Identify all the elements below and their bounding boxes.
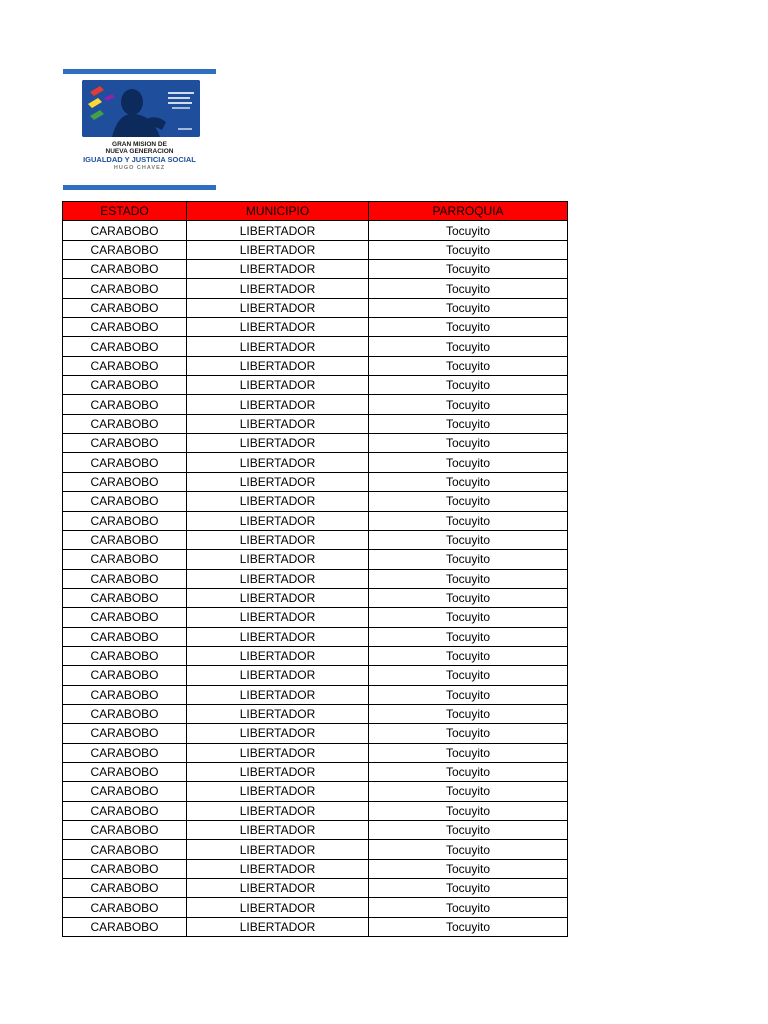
logo-top-bar [63,69,216,74]
header-estado: ESTADO [63,202,187,221]
cell-municipio: LIBERTADOR [187,840,369,859]
cell-parroquia: Tocuyito [369,608,568,627]
cell-estado: CARABOBO [63,240,187,259]
cell-parroquia: Tocuyito [369,879,568,898]
cell-municipio: LIBERTADOR [187,724,369,743]
cell-estado: CARABOBO [63,492,187,511]
cell-estado: CARABOBO [63,666,187,685]
cell-parroquia: Tocuyito [369,376,568,395]
header-municipio: MUNICIPIO [187,202,369,221]
table-row [63,337,568,356]
header-parroquia: PARROQUIA [369,202,568,221]
cell-estado: CARABOBO [63,414,187,433]
cell-estado: CARABOBO [63,550,187,569]
table-row [63,646,568,665]
cell-municipio: LIBERTADOR [187,879,369,898]
cell-municipio: LIBERTADOR [187,550,369,569]
cell-estado: CARABOBO [63,530,187,549]
table-row [63,550,568,569]
cell-parroquia: Tocuyito [369,724,568,743]
cell-municipio: LIBERTADOR [187,782,369,801]
cell-estado: CARABOBO [63,221,187,240]
cell-estado: CARABOBO [63,298,187,317]
cell-parroquia: Tocuyito [369,318,568,337]
cell-estado: CARABOBO [63,337,187,356]
cell-municipio: LIBERTADOR [187,898,369,917]
cell-parroquia: Tocuyito [369,646,568,665]
cell-municipio: LIBERTADOR [187,240,369,259]
table-row [63,279,568,298]
cell-estado: CARABOBO [63,840,187,859]
cell-estado: CARABOBO [63,356,187,375]
cell-municipio: LIBERTADOR [187,356,369,375]
cell-parroquia: Tocuyito [369,337,568,356]
cell-parroquia: Tocuyito [369,801,568,820]
cell-parroquia: Tocuyito [369,511,568,530]
table-row [63,782,568,801]
cell-municipio: LIBERTADOR [187,762,369,781]
cell-municipio: LIBERTADOR [187,260,369,279]
cell-municipio: LIBERTADOR [187,608,369,627]
cell-parroquia: Tocuyito [369,550,568,569]
cell-parroquia: Tocuyito [369,530,568,549]
table-row [63,588,568,607]
table-row [63,414,568,433]
logo-title-line-1: GRAN MISION DE [112,141,167,148]
cell-municipio: LIBERTADOR [187,627,369,646]
table-row [63,221,568,240]
cell-parroquia: Tocuyito [369,917,568,936]
cell-parroquia: Tocuyito [369,704,568,723]
cell-municipio: LIBERTADOR [187,453,369,472]
cell-estado: CARABOBO [63,898,187,917]
table-row [63,685,568,704]
cell-parroquia: Tocuyito [369,762,568,781]
cell-estado: CARABOBO [63,879,187,898]
table-row [63,917,568,936]
cell-estado: CARABOBO [63,434,187,453]
table-row [63,801,568,820]
table-header-row [63,202,568,221]
cell-municipio: LIBERTADOR [187,917,369,936]
table-row [63,492,568,511]
cell-municipio: LIBERTADOR [187,704,369,723]
table-row [63,704,568,723]
logo-banner-image [82,80,200,137]
cell-estado: CARABOBO [63,511,187,530]
cell-municipio: LIBERTADOR [187,588,369,607]
cell-estado: CARABOBO [63,782,187,801]
cell-parroquia: Tocuyito [369,453,568,472]
cell-municipio: LIBERTADOR [187,511,369,530]
cell-parroquia: Tocuyito [369,588,568,607]
cell-municipio: LIBERTADOR [187,395,369,414]
table-row [63,898,568,917]
cell-estado: CARABOBO [63,859,187,878]
cell-parroquia: Tocuyito [369,898,568,917]
table-row [63,840,568,859]
table-body [63,221,568,937]
cell-estado: CARABOBO [63,279,187,298]
table-row [63,879,568,898]
cell-estado: CARABOBO [63,685,187,704]
cell-parroquia: Tocuyito [369,782,568,801]
cell-parroquia: Tocuyito [369,472,568,491]
logo-subtitle: IGUALDAD Y JUSTICIA SOCIAL [83,155,196,164]
cell-municipio: LIBERTADOR [187,434,369,453]
cell-estado: CARABOBO [63,743,187,762]
logo-bottom-bar [63,185,216,190]
table-row [63,318,568,337]
table-row [63,743,568,762]
cell-municipio: LIBERTADOR [187,859,369,878]
cell-parroquia: Tocuyito [369,492,568,511]
cell-estado: CARABOBO [63,821,187,840]
location-table [62,201,568,937]
cell-parroquia: Tocuyito [369,221,568,240]
cell-municipio: LIBERTADOR [187,414,369,433]
cell-municipio: LIBERTADOR [187,666,369,685]
cell-estado: CARABOBO [63,472,187,491]
cell-estado: CARABOBO [63,588,187,607]
cell-parroquia: Tocuyito [369,859,568,878]
cell-municipio: LIBERTADOR [187,569,369,588]
cell-municipio: LIBERTADOR [187,492,369,511]
gran-mision-logo [63,69,216,190]
cell-municipio: LIBERTADOR [187,376,369,395]
cell-municipio: LIBERTADOR [187,743,369,762]
cell-municipio: LIBERTADOR [187,221,369,240]
table-row [63,260,568,279]
cell-parroquia: Tocuyito [369,279,568,298]
cell-parroquia: Tocuyito [369,260,568,279]
cell-parroquia: Tocuyito [369,356,568,375]
cell-estado: CARABOBO [63,627,187,646]
logo-title-line-2: NUEVA GENERACION [105,148,174,155]
cell-municipio: LIBERTADOR [187,337,369,356]
cell-parroquia: Tocuyito [369,685,568,704]
cell-parroquia: Tocuyito [369,821,568,840]
cell-estado: CARABOBO [63,395,187,414]
cell-parroquia: Tocuyito [369,743,568,762]
cell-parroquia: Tocuyito [369,627,568,646]
cell-municipio: LIBERTADOR [187,685,369,704]
table-row [63,472,568,491]
cell-parroquia: Tocuyito [369,395,568,414]
cell-municipio: LIBERTADOR [187,530,369,549]
cell-parroquia: Tocuyito [369,434,568,453]
cell-municipio: LIBERTADOR [187,298,369,317]
logo-name: HUGO CHAVEZ [113,165,166,171]
cell-estado: CARABOBO [63,724,187,743]
table-row [63,608,568,627]
table-row [63,530,568,549]
logo-title [63,141,216,155]
table-row [63,376,568,395]
cell-parroquia: Tocuyito [369,414,568,433]
cell-municipio: LIBERTADOR [187,646,369,665]
table-row [63,762,568,781]
cell-estado: CARABOBO [63,801,187,820]
cell-municipio: LIBERTADOR [187,801,369,820]
table-row [63,859,568,878]
cell-municipio: LIBERTADOR [187,279,369,298]
cell-parroquia: Tocuyito [369,840,568,859]
table-row [63,356,568,375]
table-row [63,240,568,259]
cell-municipio: LIBERTADOR [187,472,369,491]
cell-estado: CARABOBO [63,453,187,472]
table-row [63,395,568,414]
cell-estado: CARABOBO [63,762,187,781]
cell-parroquia: Tocuyito [369,298,568,317]
cell-estado: CARABOBO [63,917,187,936]
table-row [63,666,568,685]
cell-municipio: LIBERTADOR [187,821,369,840]
cell-estado: CARABOBO [63,608,187,627]
cell-parroquia: Tocuyito [369,666,568,685]
cell-estado: CARABOBO [63,704,187,723]
cell-estado: CARABOBO [63,646,187,665]
table-row [63,724,568,743]
cell-parroquia: Tocuyito [369,569,568,588]
table-row [63,569,568,588]
cell-municipio: LIBERTADOR [187,318,369,337]
table-row [63,434,568,453]
cell-estado: CARABOBO [63,569,187,588]
cell-estado: CARABOBO [63,260,187,279]
table-row [63,298,568,317]
logo-portrait-graphic [82,80,200,137]
table-row [63,453,568,472]
table-row [63,511,568,530]
table-row [63,627,568,646]
cell-estado: CARABOBO [63,376,187,395]
cell-estado: CARABOBO [63,318,187,337]
table-row [63,821,568,840]
cell-parroquia: Tocuyito [369,240,568,259]
